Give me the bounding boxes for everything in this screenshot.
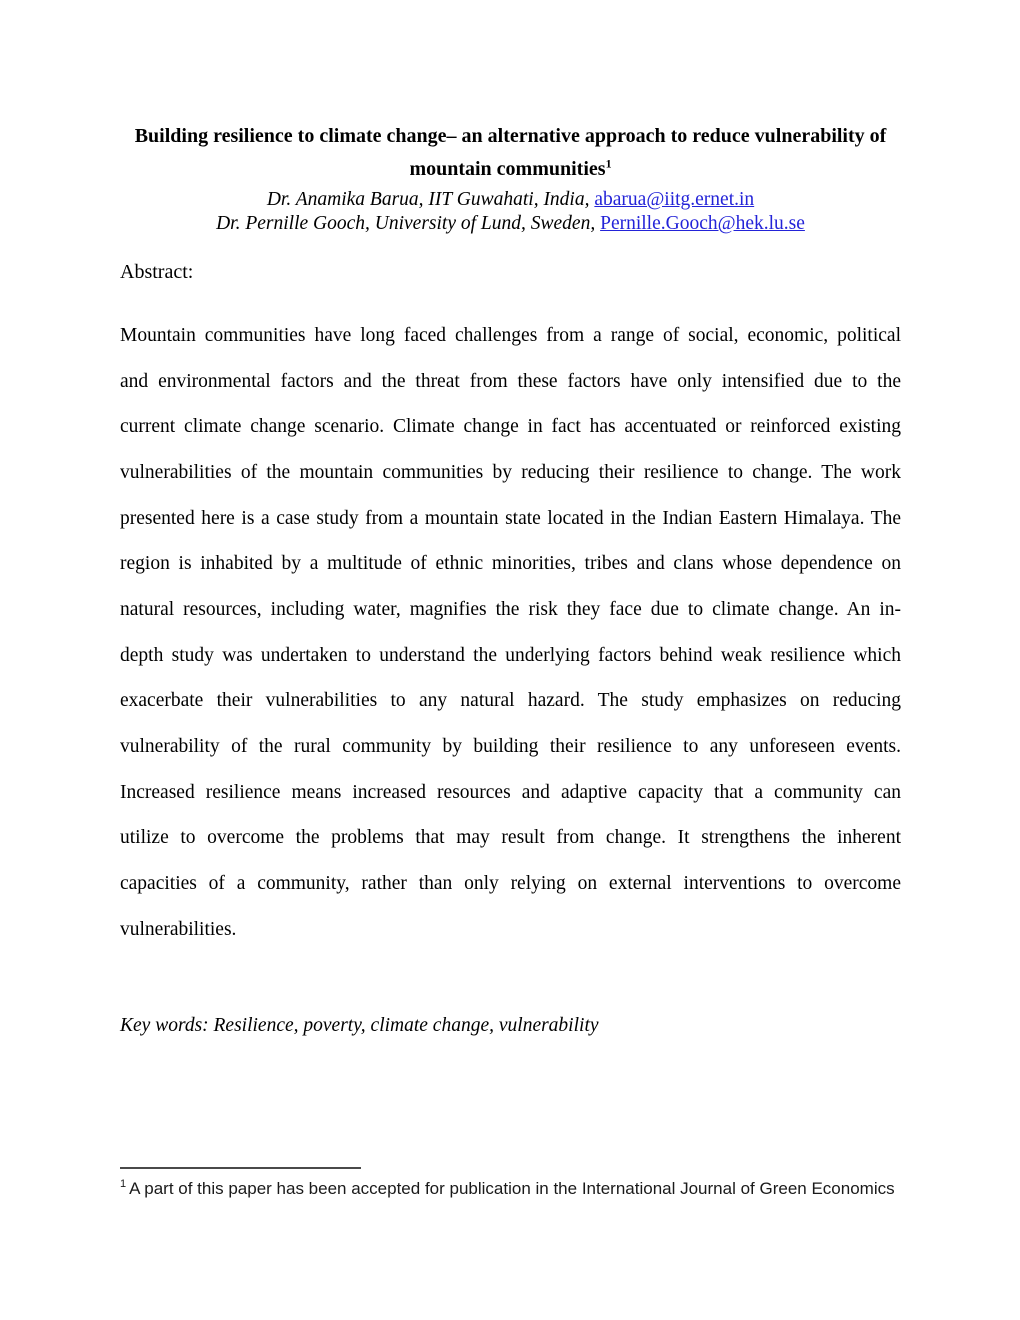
abstract-line: depth study was undertaken to understand the underlying factors behind weak resilience which <box>120 644 901 666</box>
footnote-marker: 1 <box>120 1178 127 1191</box>
author-2-text: Dr. Pernille Gooch, University of Lund, Sweden, <box>216 213 601 234</box>
abstract-line: current climate change scenario. Climate change in fact has accentuated or reinforced existing <box>120 416 901 438</box>
abstract-line: utilize to overcome the problems that may result from change. It strengthens the inherent <box>120 827 901 849</box>
footnote-text <box>120 1178 901 1200</box>
abstract-line: region is inhabited by a multitude of ethnic minorities, tribes and clans whose dependence on <box>120 553 901 575</box>
abstract-line: vulnerabilities. <box>120 918 237 940</box>
abstract-heading: Abstract: <box>120 261 194 283</box>
paper-title-line-2-text: mountain communities <box>409 158 606 180</box>
paper-title-line-2 <box>120 153 901 186</box>
paper-title <box>120 120 901 186</box>
author-line-2 <box>120 212 901 236</box>
keywords-line: Key words: Resilience, poverty, climate change, vulnerability <box>120 1015 599 1036</box>
author-2-email-link[interactable]: Pernille.Gooch@hek.lu.se <box>600 213 805 234</box>
abstract-line: presented here is a case study from a mountain state located in the Indian Eastern Himalaya. The <box>120 507 901 529</box>
abstract-line: exacerbate their vulnerabilities to any natural hazard. The study emphasizes on reducing <box>120 690 901 712</box>
abstract-line: capacities of a community, rather than only relying on external interventions to overcome <box>120 872 901 894</box>
abstract-line: natural resources, including water, magnifies the risk they face due to climate change. An in- <box>120 598 901 620</box>
abstract-line: Increased resilience means increased resources and adaptive capacity that a community can <box>120 781 901 803</box>
author-1-text: Dr. Anamika Barua, IIT Guwahati, India, <box>266 189 595 210</box>
footnote-block <box>120 1167 901 1200</box>
abstract-line: vulnerabilities of the mountain communities by reducing their resilience to change. The work <box>120 461 901 483</box>
footnote-body: A part of this paper has been accepted for publication in the International Journal of Green Economics <box>129 1179 895 1198</box>
abstract-line: and environmental factors and the threat from these factors have only intensified due to the <box>120 370 901 392</box>
footnote-divider <box>120 1167 361 1169</box>
author-line-1 <box>120 188 901 212</box>
title-footnote-ref: 1 <box>605 156 612 171</box>
abstract-line: vulnerability of the rural community by building their resilience to any unforeseen events. <box>120 735 901 757</box>
abstract-line: Mountain communities have long faced challenges from a range of social, economic, political <box>120 325 901 346</box>
abstract-text <box>120 313 901 952</box>
paper-title-line-1: Building resilience to climate change– an alternative approach to reduce vulnerability of <box>134 125 887 147</box>
authors-block <box>120 188 901 236</box>
author-1-email-link[interactable]: abarua@iitg.ernet.in <box>594 189 755 210</box>
